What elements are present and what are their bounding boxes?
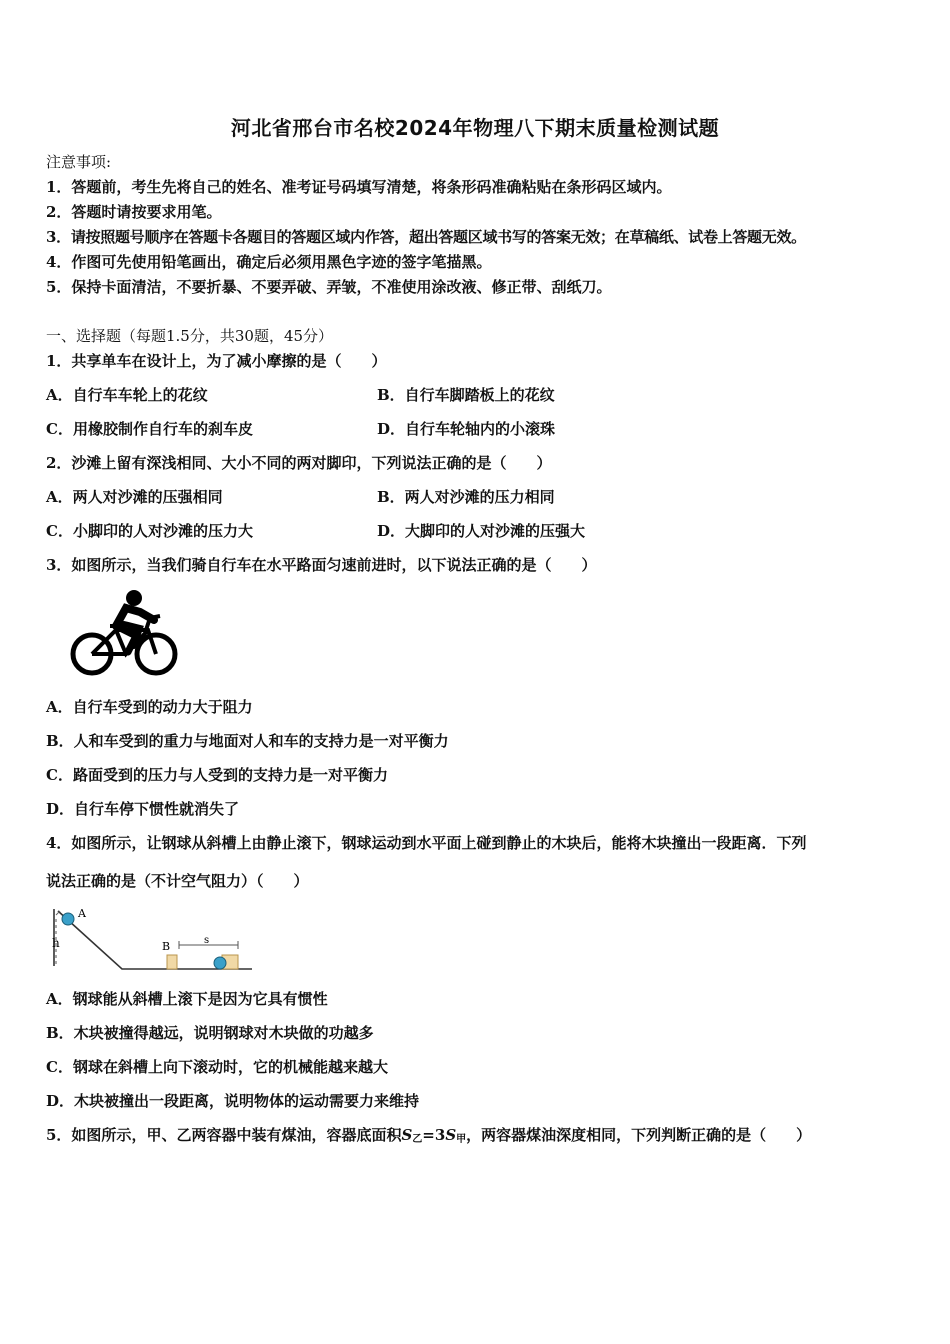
- q5-subscript-1: 乙: [412, 1134, 423, 1145]
- q5-stem-post: ，两容器煤油深度相同，下列判断正确的是（ ）: [466, 1126, 812, 1144]
- page-title: 河北省邢台市名校2024年物理八下期末质量检测试题: [230, 116, 720, 140]
- q5-stem-pre: 5．如图所示，甲、乙两容器中装有煤油，容器底面积: [46, 1126, 402, 1144]
- q2-option-b: B．两人对沙滩的压力相同: [377, 488, 555, 506]
- q5-symbol-s2: S: [445, 1126, 457, 1144]
- q1-option-d: D．自行车轮轴内的小滚珠: [377, 420, 556, 438]
- q5-symbol-s1: S: [401, 1126, 413, 1144]
- q3-stem: 3．如图所示，当我们骑自行车在水平路面匀速前进时，以下说法正确的是（ ）: [46, 556, 597, 574]
- fig-label-h: h: [52, 936, 60, 950]
- q3-option-c: C．路面受到的压力与人受到的支持力是一对平衡力: [46, 766, 388, 784]
- q1-option-b: B．自行车脚踏板上的花纹: [377, 386, 555, 404]
- ramp-figure: [44, 903, 256, 973]
- q2-option-d: D．大脚印的人对沙滩的压强大: [377, 522, 586, 540]
- notice-item-4: 4．作图可先使用铅笔画出，确定后必须用黑色字迹的签字笔描黑。: [46, 253, 492, 271]
- notice-heading: 注意事项:: [46, 153, 112, 171]
- q1-option-a: A．自行车车轮上的花纹: [46, 386, 208, 404]
- q2-option-a: A．两人对沙滩的压强相同: [46, 488, 223, 506]
- q5-equals: =3: [422, 1126, 446, 1144]
- notice-item-3: 3．请按照题号顺序在答题卡各题目的答题区域内作答，超出答题区域书写的答案无效；在草稿纸、试卷上答题无效。: [46, 228, 806, 246]
- q4-option-d: D．木块被撞出一段距离，说明物体的运动需要力来维持: [46, 1092, 420, 1110]
- q4-option-c: C．钢球在斜槽上向下滚动时，它的机械能越来越大: [46, 1058, 388, 1076]
- q1-stem: 1．共享单车在设计上，为了减小摩擦的是（ ）: [46, 352, 387, 370]
- q5-subscript-2: 甲: [456, 1134, 467, 1145]
- q4-option-b: B．木块被撞得越远，说明钢球对木块做的功越多: [46, 1024, 374, 1042]
- q2-stem: 2．沙滩上留有深浅相同、大小不同的两对脚印，下列说法正确的是（ ）: [46, 454, 552, 472]
- q2-option-c: C．小脚印的人对沙滩的压力大: [46, 522, 253, 540]
- q4-option-a: A．钢球能从斜槽上滚下是因为它具有惯性: [46, 990, 328, 1008]
- notice-item-2: 2．答题时请按要求用笔。: [46, 203, 222, 221]
- fig-label-b: B: [162, 940, 171, 953]
- q3-option-b: B．人和车受到的重力与地面对人和车的支持力是一对平衡力: [46, 732, 449, 750]
- q4-stem-line-2: 说法正确的是（不计空气阻力）（ ）: [46, 872, 309, 890]
- cyclist-figure: [68, 588, 184, 682]
- q5-stem: [46, 1125, 811, 1150]
- fig-label-s: s: [204, 935, 210, 946]
- notice-item-1: 1．答题前，考生先将自己的姓名、准考证号码填写清楚，将条形码准确粘贴在条形码区域内。: [46, 178, 672, 196]
- fig-label-a: A: [78, 907, 86, 920]
- q3-option-d: D．自行车停下惯性就消失了: [46, 800, 240, 818]
- q1-option-c: C．用橡胶制作自行车的刹车皮: [46, 420, 253, 438]
- notice-item-5: 5．保持卡面清洁，不要折暴、不要弄破、弄皱，不准使用涂改液、修正带、刮纸刀。: [46, 278, 612, 296]
- q4-stem-line-1: 4．如图所示，让钢球从斜槽上由静止滚下，钢球运动到水平面上碰到静止的木块后，能将木块撞出一段距离．下列: [46, 834, 807, 852]
- section-heading: 一、选择题（每题1.5分，共30题，45分）: [46, 327, 334, 345]
- q3-option-a: A．自行车受到的动力大于阻力: [46, 698, 253, 716]
